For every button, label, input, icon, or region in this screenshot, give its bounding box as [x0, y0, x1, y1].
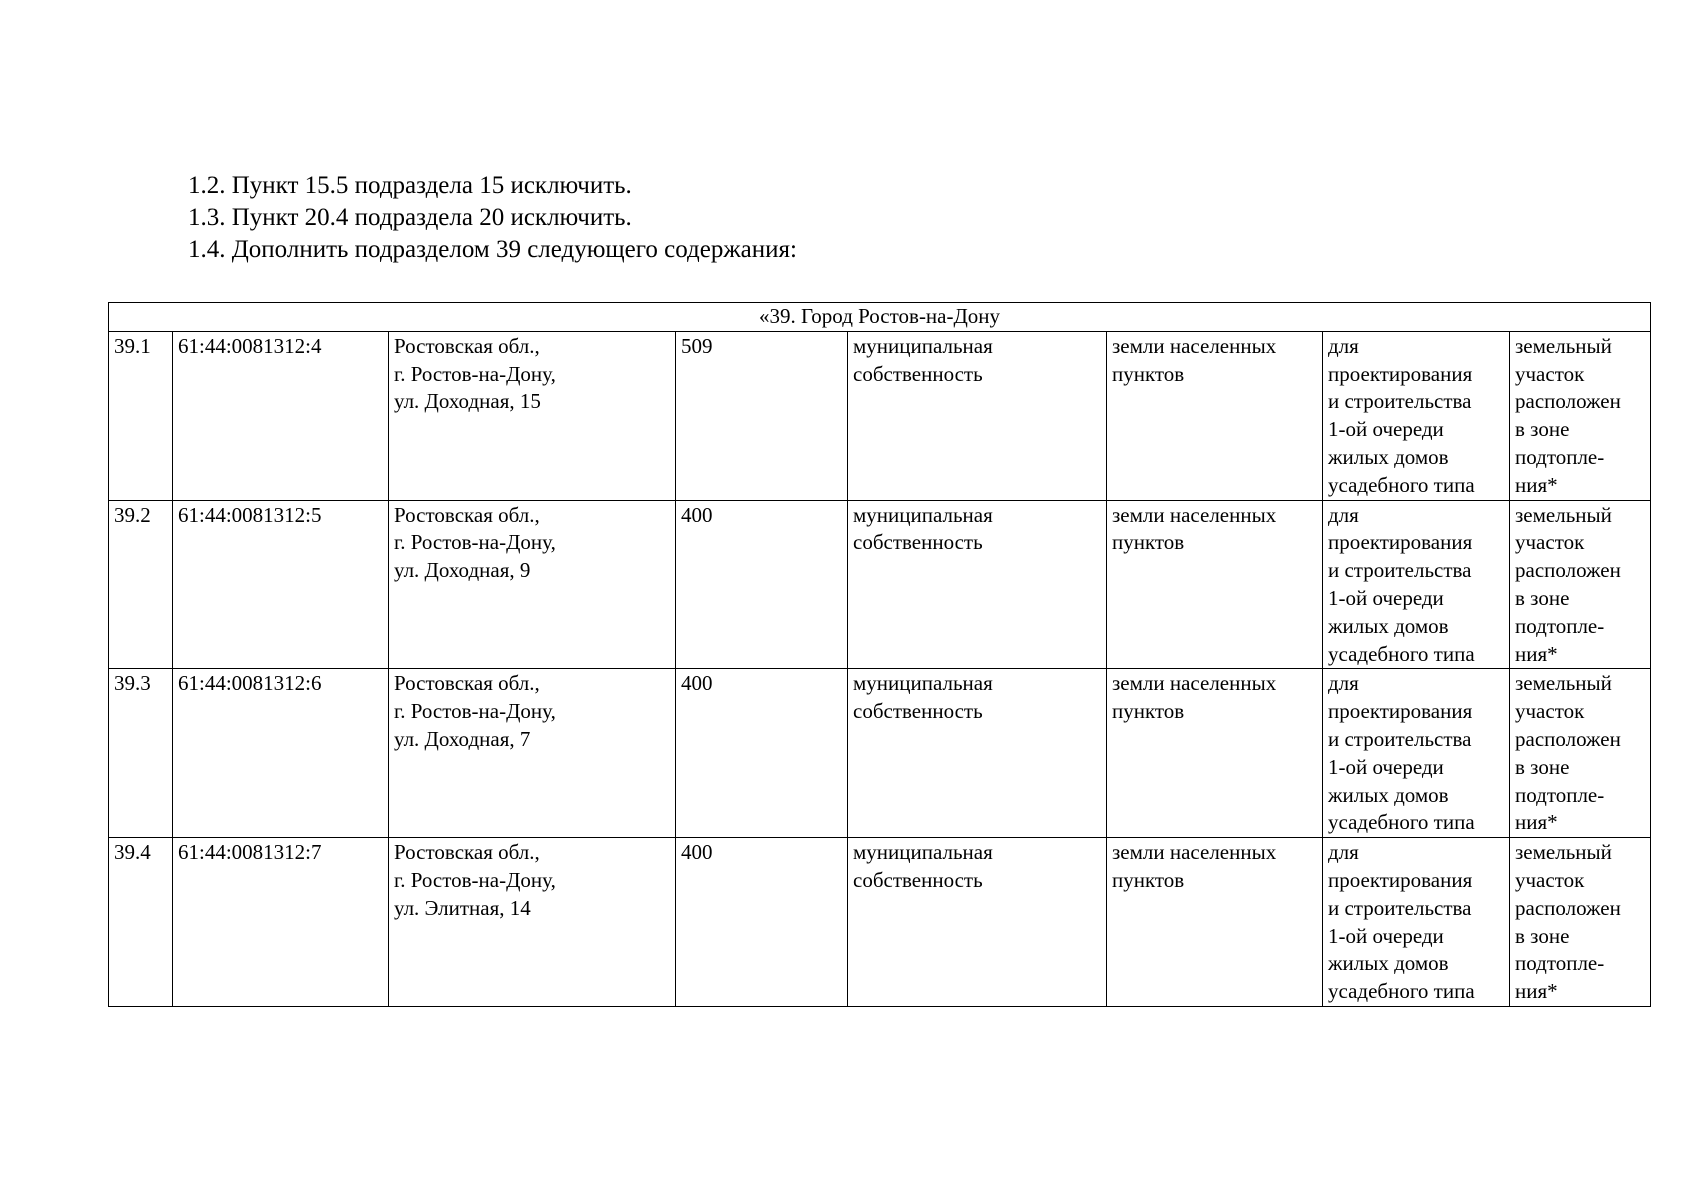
cell-cadastral-number: 61:44:0081312:5	[173, 500, 389, 669]
intro-paragraphs	[188, 170, 797, 266]
cell-land-category: земли населенных пунктов	[1107, 331, 1323, 500]
cell-note: земельный участок расположен в зоне подтопле- ния*	[1510, 500, 1651, 669]
cell-cadastral-number: 61:44:0081312:7	[173, 838, 389, 1007]
table-row	[109, 838, 1651, 1007]
cell-address: Ростовская обл., г. Ростов-на-Дону, ул. Доходная, 9	[389, 500, 676, 669]
intro-item-1-3: 1.3. Пункт 20.4 подраздела 20 исключить.	[188, 204, 632, 231]
cell-area: 400	[676, 669, 848, 838]
cell-note: земельный участок расположен в зоне подтопле- ния*	[1510, 669, 1651, 838]
intro-item-1-4: 1.4. Дополнить подразделом 39 следующего содержания:	[188, 236, 797, 263]
cell-area: 400	[676, 838, 848, 1007]
table-title-row	[109, 303, 1651, 332]
cell-land-category: земли населенных пунктов	[1107, 500, 1323, 669]
cell-ownership: муниципальная собственность	[848, 838, 1107, 1007]
table-row	[109, 500, 1651, 669]
cell-ownership: муниципальная собственность	[848, 669, 1107, 838]
cell-permitted-use: для проектирования и строительства 1-ой очереди жилых домов усадебного типа	[1323, 500, 1510, 669]
cell-address: Ростовская обл., г. Ростов-на-Дону, ул. Доходная, 7	[389, 669, 676, 838]
cell-number: 39.2	[109, 500, 173, 669]
cell-land-category: земли населенных пунктов	[1107, 838, 1323, 1007]
land-plots-table	[108, 302, 1651, 1007]
cell-permitted-use: для проектирования и строительства 1-ой очереди жилых домов усадебного типа	[1323, 669, 1510, 838]
cell-permitted-use: для проектирования и строительства 1-ой очереди жилых домов усадебного типа	[1323, 838, 1510, 1007]
cell-note: земельный участок расположен в зоне подтопле- ния*	[1510, 838, 1651, 1007]
cell-note: земельный участок расположен в зоне подтопле- ния*	[1510, 331, 1651, 500]
cell-cadastral-number: 61:44:0081312:6	[173, 669, 389, 838]
cell-ownership: муниципальная собственность	[848, 331, 1107, 500]
table-row	[109, 669, 1651, 838]
cell-area: 509	[676, 331, 848, 500]
intro-item-1-2: 1.2. Пункт 15.5 подраздела 15 исключить.	[188, 172, 632, 199]
cell-number: 39.1	[109, 331, 173, 500]
table-title: «39. Город Ростов-на-Дону	[109, 303, 1651, 332]
cell-permitted-use: для проектирования и строительства 1-ой очереди жилых домов усадебного типа	[1323, 331, 1510, 500]
cell-land-category: земли населенных пунктов	[1107, 669, 1323, 838]
cell-area: 400	[676, 500, 848, 669]
cell-cadastral-number: 61:44:0081312:4	[173, 331, 389, 500]
cell-ownership: муниципальная собственность	[848, 500, 1107, 669]
cell-number: 39.4	[109, 838, 173, 1007]
table-row	[109, 331, 1651, 500]
cell-number: 39.3	[109, 669, 173, 838]
cell-address: Ростовская обл., г. Ростов-на-Дону, ул. Элитная, 14	[389, 838, 676, 1007]
cell-address: Ростовская обл., г. Ростов-на-Дону, ул. Доходная, 15	[389, 331, 676, 500]
